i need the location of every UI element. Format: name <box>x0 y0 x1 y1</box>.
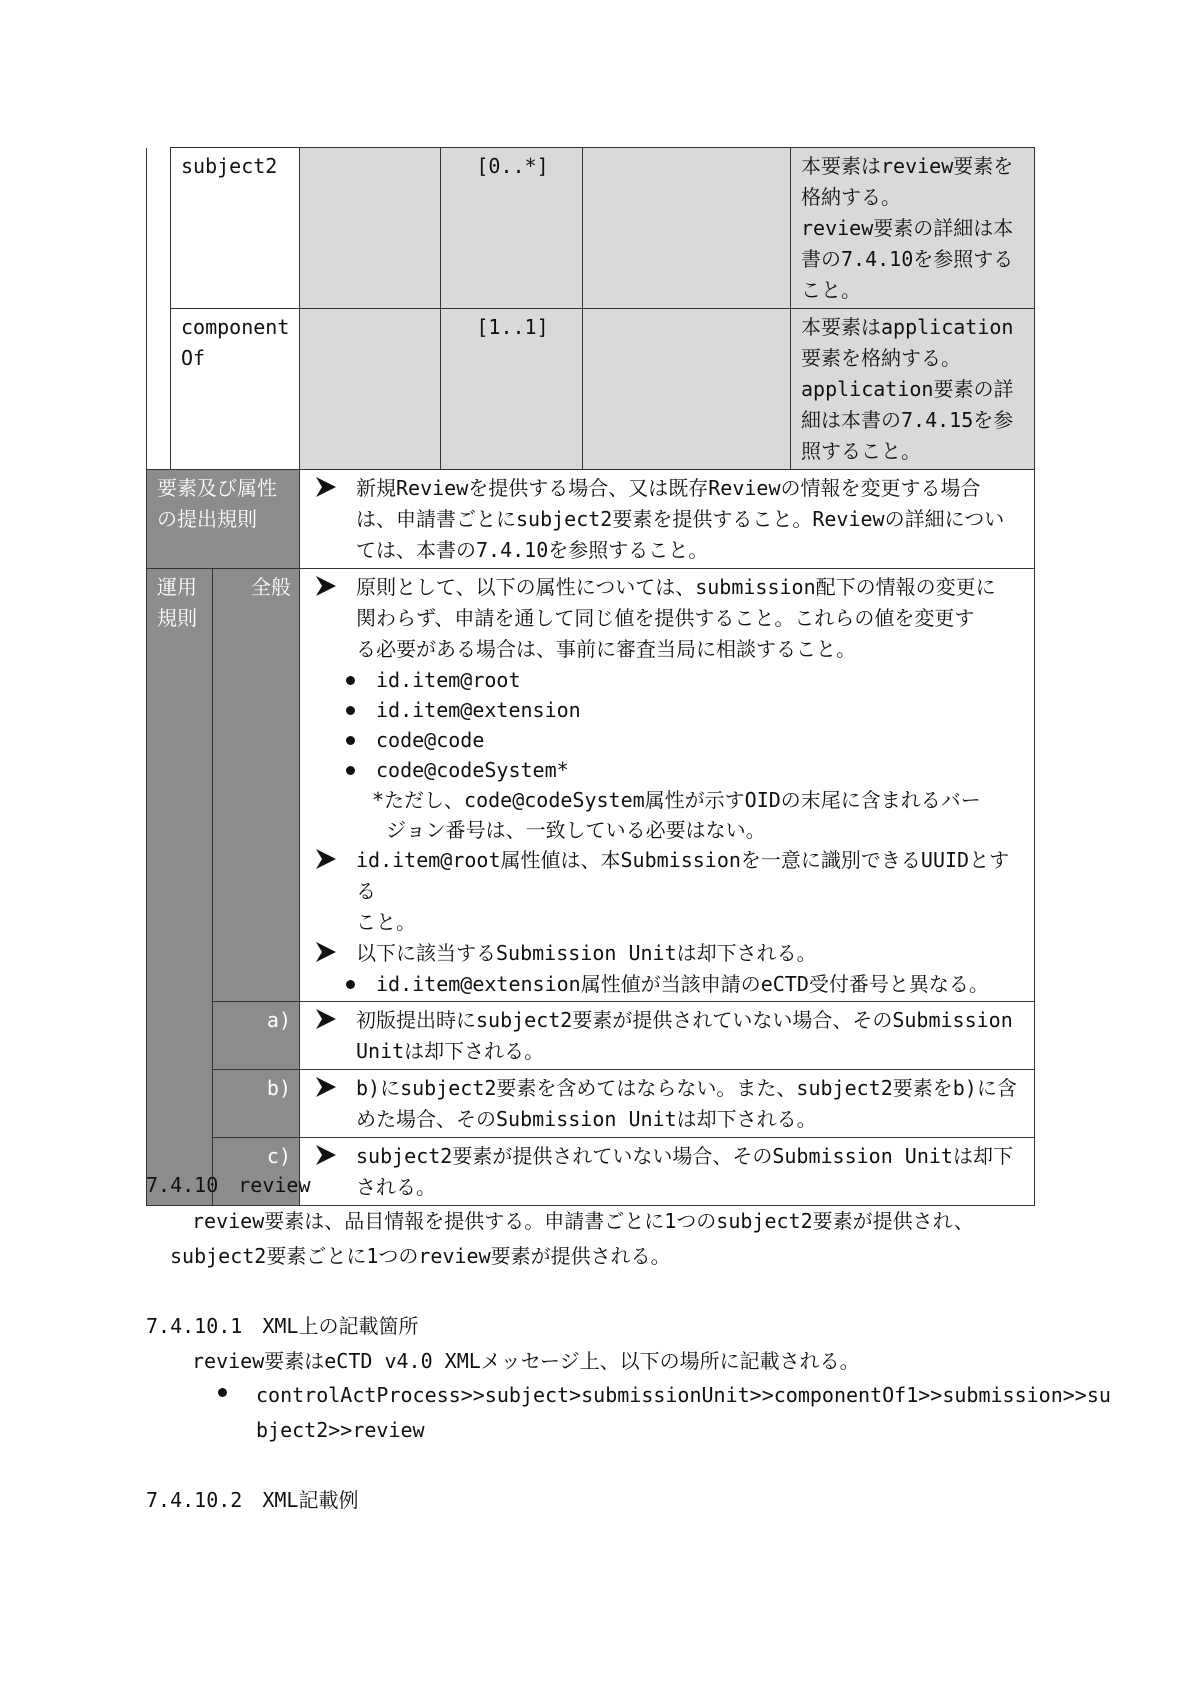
bullet-icon <box>346 766 355 775</box>
submission-rules-label: 要素及び属性 の提出規則 <box>147 470 300 569</box>
case-b-label: b) <box>213 1070 300 1138</box>
general-rules-text <box>300 569 1035 1002</box>
list-item: code@codeSystem* <box>310 755 1026 785</box>
table-row-subject2 <box>147 148 1035 309</box>
note: *ただし、code@codeSystem属性が示すOIDの末尾に含まれるバー ジョン番号は、一致している必要はない。 <box>372 788 981 842</box>
general-label: 全般 <box>213 569 300 1002</box>
bullet-icon <box>346 676 355 685</box>
table-row-operation-general <box>147 569 1035 1002</box>
arrow-bullet-icon <box>314 1075 338 1099</box>
rule-item: 新規Reviewを提供する場合、又は既存Reviewの情報を変更する場合 は、申請書ごとにsubject2要素を提供すること。Reviewの詳細につい ては、本書の7.4.10を参照すること。 <box>310 473 1026 566</box>
list-item: id.item@extension属性値が当該申請のeCTD受付番号と異なる。 <box>310 969 1026 999</box>
bullet-icon <box>346 980 355 989</box>
element-name-cell: component Of <box>171 309 300 470</box>
cardinality-cell: [0..*] <box>441 148 583 309</box>
rule-item: subject2要素が提供されていない場合、そのSubmission Unitは却下 される。 <box>310 1141 1026 1203</box>
rule-item: id.item@root属性値は、本Submissionを一意に識別できるUUIDとする こと。 <box>310 845 1026 938</box>
element-name-cell: subject2 <box>171 148 300 309</box>
list-item: code@code <box>310 725 1026 755</box>
arrow-bullet-icon <box>314 940 338 964</box>
case-c-text <box>300 1138 1035 1206</box>
table-row-submission-rules <box>147 470 1035 569</box>
xml-path: controlActProcess>>subject>submissionUnit>>componentOf1>>submission>>su <box>256 1383 1111 1407</box>
arrow-bullet-icon <box>314 847 338 871</box>
arrow-bullet-icon <box>314 574 338 598</box>
subsection-heading: 7.4.10.2 XML記載例 <box>146 1488 359 1512</box>
spacer-cell <box>583 309 791 470</box>
description-cell: 本要素はapplication 要素を格納する。 application要素の詳 細は本書の7.4.15を参 照すること。 <box>791 309 1035 470</box>
indent-cell <box>147 309 171 470</box>
section-heading: 7.4.10 review <box>146 1173 311 1197</box>
rule-item: 原則として、以下の属性については、submission配下の情報の変更に 関わらず、申請を通して同じ値を提供すること。これらの値を変更す る必要がある場合は、事前に審査当局に相談すること。 <box>310 572 1026 665</box>
element-spec-table <box>146 147 1035 1206</box>
submission-rules-text <box>300 470 1035 569</box>
bullet-icon <box>346 736 355 745</box>
spacer-cell <box>300 309 441 470</box>
operation-rules-label: 運用 規則 <box>147 569 213 1206</box>
case-b-text <box>300 1070 1035 1138</box>
table-row-componentOf <box>147 309 1035 470</box>
bullet-icon <box>346 706 355 715</box>
rule-item: 初版提出時にsubject2要素が提供されていない場合、そのSubmission Unitは却下される。 <box>310 1005 1026 1067</box>
subsection-text: review要素はeCTD v4.0 XMLメッセージ上、以下の場所に記載される。 <box>192 1349 860 1373</box>
case-c-label: c) <box>213 1138 300 1206</box>
list-item: id.item@extension <box>310 695 1026 725</box>
section-paragraph: review要素は、品目情報を提供する。申請書ごとに1つのsubject2要素が提供され、 <box>192 1209 974 1233</box>
indent-cell <box>147 148 171 309</box>
table-row-operation-b <box>147 1070 1035 1138</box>
description-cell: 本要素はreview要素を 格納する。 review要素の詳細は本 書の7.4.10を参照する こと。 <box>791 148 1035 309</box>
bullet-icon <box>218 1388 227 1397</box>
cardinality-cell: [1..1] <box>441 309 583 470</box>
case-a-text <box>300 1002 1035 1070</box>
table-row-operation-a <box>147 1002 1035 1070</box>
list-item: id.item@root <box>310 665 1026 695</box>
case-a-label: a) <box>213 1002 300 1070</box>
spacer-cell <box>300 148 441 309</box>
section-paragraph: subject2要素ごとに1つのreview要素が提供される。 <box>170 1244 671 1268</box>
arrow-bullet-icon <box>314 1007 338 1031</box>
xml-path-cont: bject2>>review <box>256 1418 425 1442</box>
arrow-bullet-icon <box>314 1143 338 1167</box>
rule-item: 以下に該当するSubmission Unitは却下される。 <box>310 938 1026 969</box>
subsection-heading: 7.4.10.1 XML上の記載箇所 <box>146 1314 419 1338</box>
arrow-bullet-icon <box>314 475 338 499</box>
spacer-cell <box>583 148 791 309</box>
rule-item: b)にsubject2要素を含めてはならない。また、subject2要素をb)に含 めた場合、そのSubmission Unitは却下される。 <box>310 1073 1026 1135</box>
